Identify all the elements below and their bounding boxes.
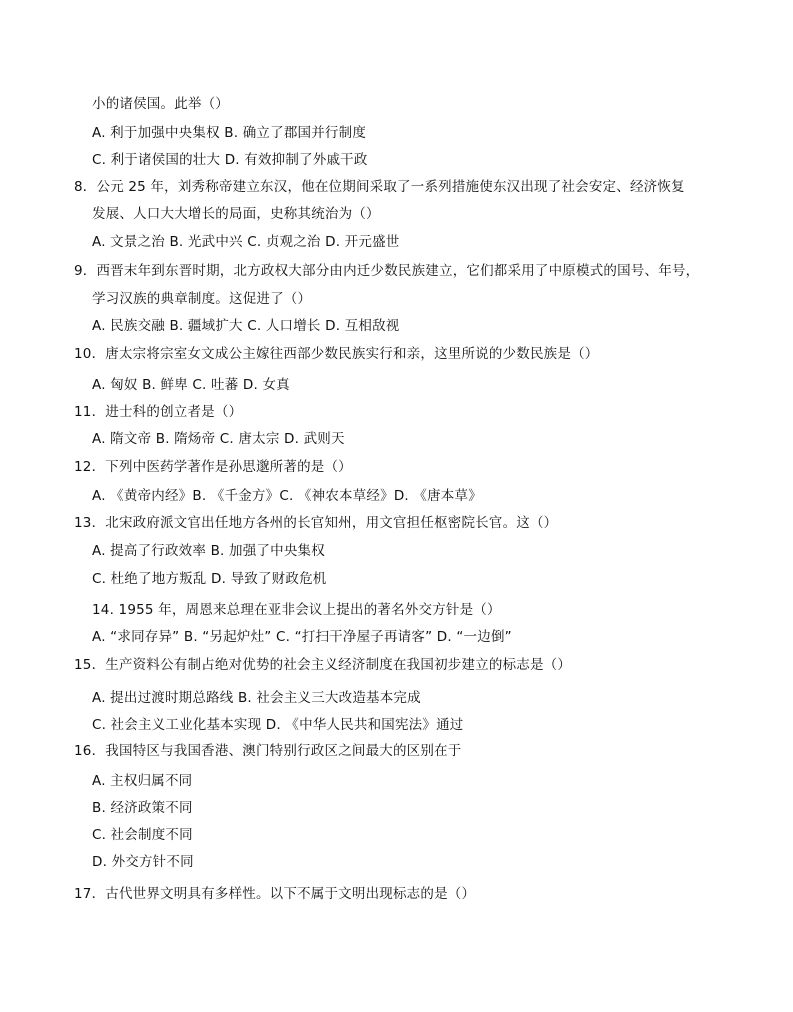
question-15-options-cd: C. 社会主义工业化基本实现 D. 《中华人民共和国宪法》通过 [92, 717, 464, 733]
question-9-options: A. 民族交融 B. 疆域扩大 C. 人口增长 D. 互相敌视 [92, 318, 400, 334]
question-8-stem: 8．公元 25 年，刘秀称帝建立东汉，他在位期间采取了一系列措施使东汉出现了社会安定、经济恢复 [74, 179, 685, 195]
question-16-option-d: D. 外交方针不同 [92, 854, 194, 870]
question-11-stem: 11．进士科的创立者是（） [74, 404, 243, 420]
question-8-stem-cont: 发展、人口大大增长的局面，史称其统治为（） [92, 206, 380, 222]
question-11-options: A. 隋文帝 B. 隋炀帝 C. 唐太宗 D. 武则天 [92, 431, 345, 447]
question-16-stem: 16．我国特区与我国香港、澳门特别行政区之间最大的区别在于 [74, 743, 462, 759]
question-8-options: A. 文景之治 B. 光武中兴 C. 贞观之治 D. 开元盛世 [92, 234, 400, 250]
question-16-option-a: A. 主权归属不同 [92, 773, 193, 789]
question-9-stem: 9．西晋末年到东晋时期，北方政权大部分由内迁少数民族建立，它们都采用了中原模式的国号、年号， [74, 263, 700, 279]
question-15-options-ab: A. 提出过渡时期总路线 B. 社会主义三大改造基本完成 [92, 690, 421, 706]
question-16-option-c: C. 社会制度不同 [92, 827, 193, 843]
question-14-stem: 14. 1955 年，周恩来总理在亚非会议上提出的著名外交方针是（） [92, 602, 501, 618]
question-13-options-ab: A. 提高了行政效率 B. 加强了中央集权 [92, 543, 325, 559]
question-7-stem-end: 小的诸侯国。此举（） [92, 96, 229, 112]
question-12-options: A. 《黄帝内经》B. 《千金方》C. 《神农本草经》D. 《唐本草》 [92, 488, 482, 504]
question-14-options: A. “求同存异” B. “另起炉灶” C. “打扫干净屋子再请客” D. “一边倒” [92, 629, 512, 645]
question-7-options-cd: C. 利于诸侯国的壮大 D. 有效抑制了外戚干政 [92, 152, 368, 168]
question-12-stem: 12．下列中医药学著作是孙思邈所著的是（） [74, 459, 352, 475]
question-13-stem: 13．北宋政府派文官出任地方各州的长官知州，用文官担任枢密院长官。这（） [74, 515, 558, 531]
question-15-stem: 15．生产资料公有制占绝对优势的社会主义经济制度在我国初步建立的标志是（） [74, 657, 572, 673]
question-10-options: A. 匈奴 B. 鲜卑 C. 吐蕃 D. 女真 [92, 377, 290, 393]
question-10-stem: 10．唐太宗将宗室女文成公主嫁往西部少数民族实行和亲，这里所说的少数民族是（） [74, 346, 599, 362]
question-13-options-cd: C. 杜绝了地方叛乱 D. 导致了财政危机 [92, 571, 327, 587]
question-16-option-b: B. 经济政策不同 [92, 800, 193, 816]
question-7-options-ab: A. 利于加强中央集权 B. 确立了郡国并行制度 [92, 125, 367, 141]
question-9-stem-cont: 学习汉族的典章制度。这促进了（） [92, 291, 312, 307]
question-17-stem: 17．古代世界文明具有多样性。以下不属于文明出现标志的是（） [74, 886, 476, 902]
